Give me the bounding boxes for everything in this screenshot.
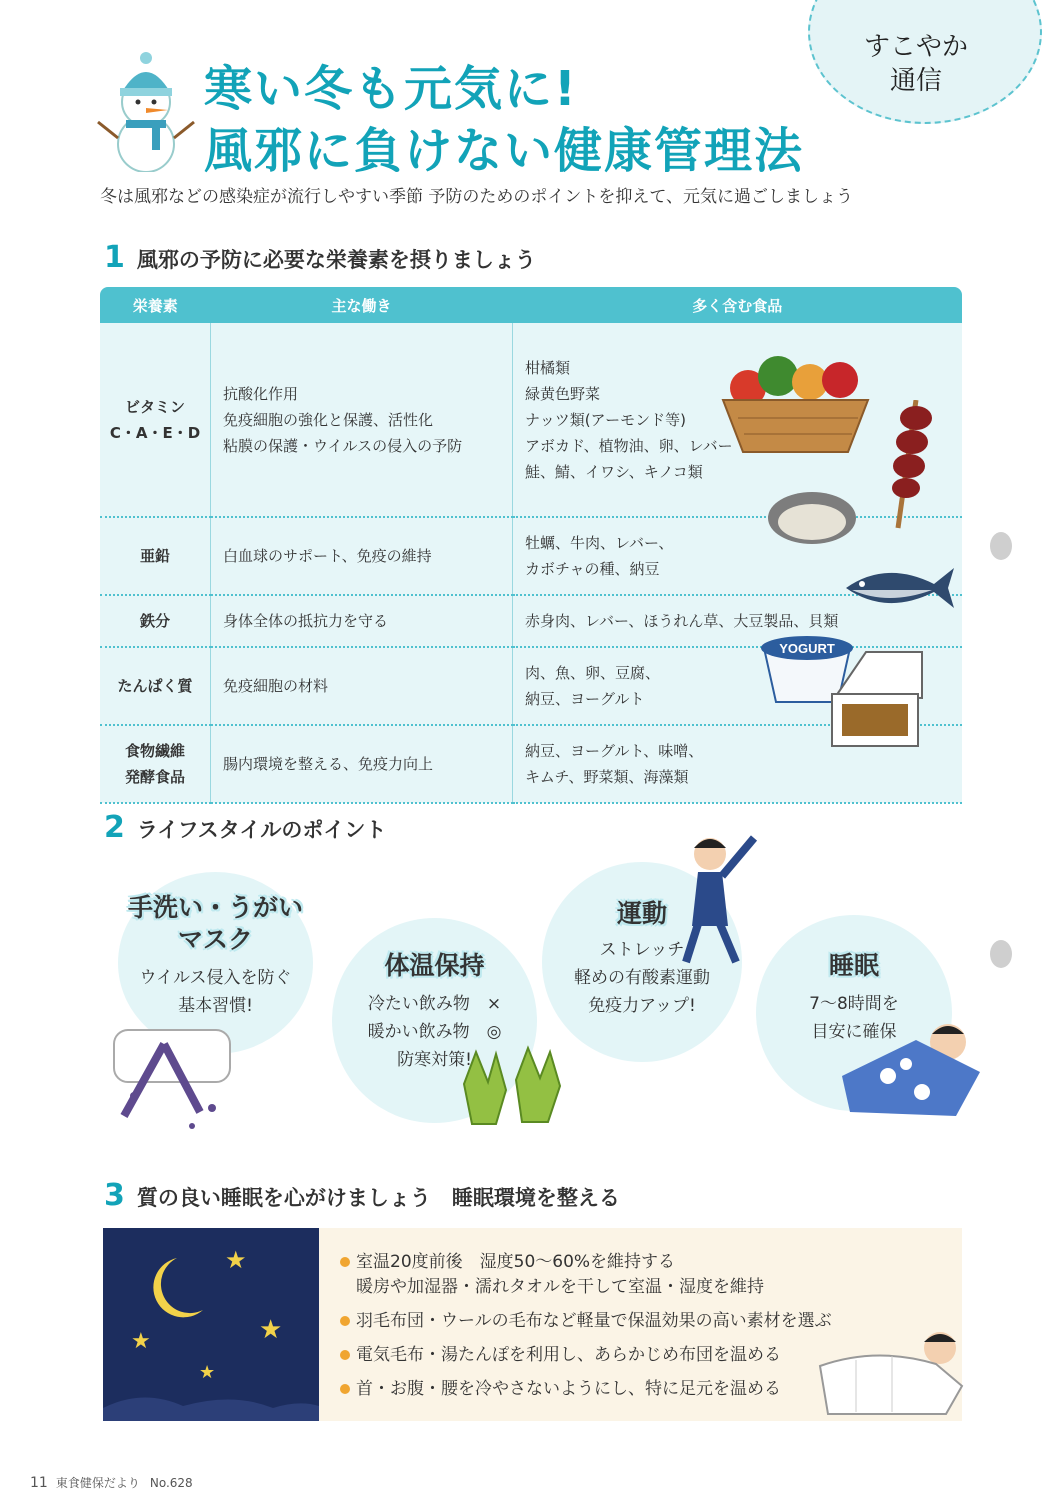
page-footer: 11 東食健保だより No.628: [30, 1475, 193, 1491]
lead-text: 冬は風邪などの感染症が流行しやすい季節 予防のためのポイントを抑えて、元気に過ごしましょう: [100, 187, 854, 207]
list-item: 首・お腹・腰を冷やさないようにし、特に足元を温める: [340, 1377, 940, 1402]
col-action: 主な働き: [211, 287, 513, 323]
list-item: 羽毛布団・ウールの毛布など軽量で保温効果の高い素材を選ぶ: [340, 1309, 940, 1334]
table-row: たんぱく質 免疫細胞の材料 肉、魚、卵、豆腐、 納豆、ヨーグルト: [100, 647, 962, 725]
table-row: 亜鉛 白血球のサポート、免疫の維持 牡蠣、牛肉、レバー、 カボチャの種、納豆: [100, 517, 962, 595]
gloves-illustration: [456, 1044, 566, 1140]
lifestyle-sleep: 睡眠 7〜8時間を 目安に確保: [809, 951, 899, 1042]
svg-text:★: ★: [225, 1246, 247, 1274]
svg-text:★: ★: [131, 1329, 151, 1354]
list-item: 室温20度前後 湿度50〜60%を維持する: [340, 1250, 940, 1275]
list-item: 電気毛布・湯たんぽを利用し、あらかじめ布団を温める: [340, 1343, 940, 1368]
bullet-icon: [340, 1350, 350, 1360]
table-header-row: [100, 287, 962, 323]
futon-sleeper-illustration: [816, 1326, 966, 1418]
lifestyle-handwash: 手洗い・うがい マスク ウイルス侵入を防ぐ 基本習慣!: [127, 893, 303, 1016]
svg-text:★: ★: [259, 1315, 283, 1345]
sleeping-person-illustration: [836, 1016, 986, 1120]
binder-hole: [990, 532, 1012, 560]
list-item-sub: 暖房や加湿器・濡れタオルを干して室温・湿度を維持: [356, 1277, 764, 1297]
col-nutrient: 栄養素: [100, 287, 211, 323]
yogurt-label: YOGURT: [779, 641, 835, 656]
vegetable-basket-illustration: [718, 340, 878, 460]
section3-heading: 3 質の良い睡眠を心がけましょう 睡眠環境を整える: [104, 1178, 620, 1213]
lifestyle-exercise: 運動 ストレッチ 軽めの有酸素運動 免疫力アップ!: [574, 899, 710, 1016]
col-foods: 多く含む食品: [513, 287, 963, 323]
stretching-person-illustration: [676, 826, 760, 966]
badge-label: すこやか 通信: [863, 32, 968, 96]
snowman-illustration: [96, 52, 196, 172]
oyster-illustration: [764, 488, 860, 548]
tuna-fish-illustration: [838, 560, 956, 614]
table-row: 鉄分 身体全体の抵抗力を守る 赤身肉、レバー、ほうれん草、大豆製品、貝類: [100, 595, 962, 647]
natto-pack-illustration: [826, 648, 926, 750]
section1-heading: 1 風邪の予防に必要な栄養素を摂りましょう: [104, 240, 536, 275]
bullet-icon: [340, 1384, 350, 1394]
binder-hole: [990, 940, 1012, 968]
table-row: 食物繊維 発酵食品 腸内環境を整える、免疫力向上 納豆、ヨーグルト、味噌、 キムチ、野菜類、海藻類: [100, 725, 962, 803]
lifestyle-warmth: 体温保持 冷たい飲み物 × 暖かい飲み物 ◎ 防寒対策!: [367, 951, 502, 1070]
page-number: 11: [30, 1475, 48, 1491]
mask-virus-illustration: [104, 1020, 236, 1130]
section2-heading: 2 ライフスタイルのポイント: [104, 810, 387, 845]
yakitori-illustration: [886, 400, 946, 530]
bullet-icon: [340, 1257, 350, 1267]
moon-stars-illustration: [103, 1228, 319, 1421]
table-row: ビタミン C・A・E・D 抗酸化作用 免疫細胞の強化と保護、活性化 粘膜の保護・ウイルスの侵入の予防 柑橘類 緑黄色野菜 ナッツ類(アーモンド等) アボカド、植物油、卵、レバー 鮭、鯖、イワシ、キノコ類: [100, 323, 962, 517]
svg-text:★: ★: [199, 1362, 216, 1383]
night-sky-panel: [103, 1228, 319, 1421]
bullet-icon: [340, 1316, 350, 1326]
page-title: 寒い冬も元気に! 風邪に負けない健康管理法: [204, 61, 805, 179]
